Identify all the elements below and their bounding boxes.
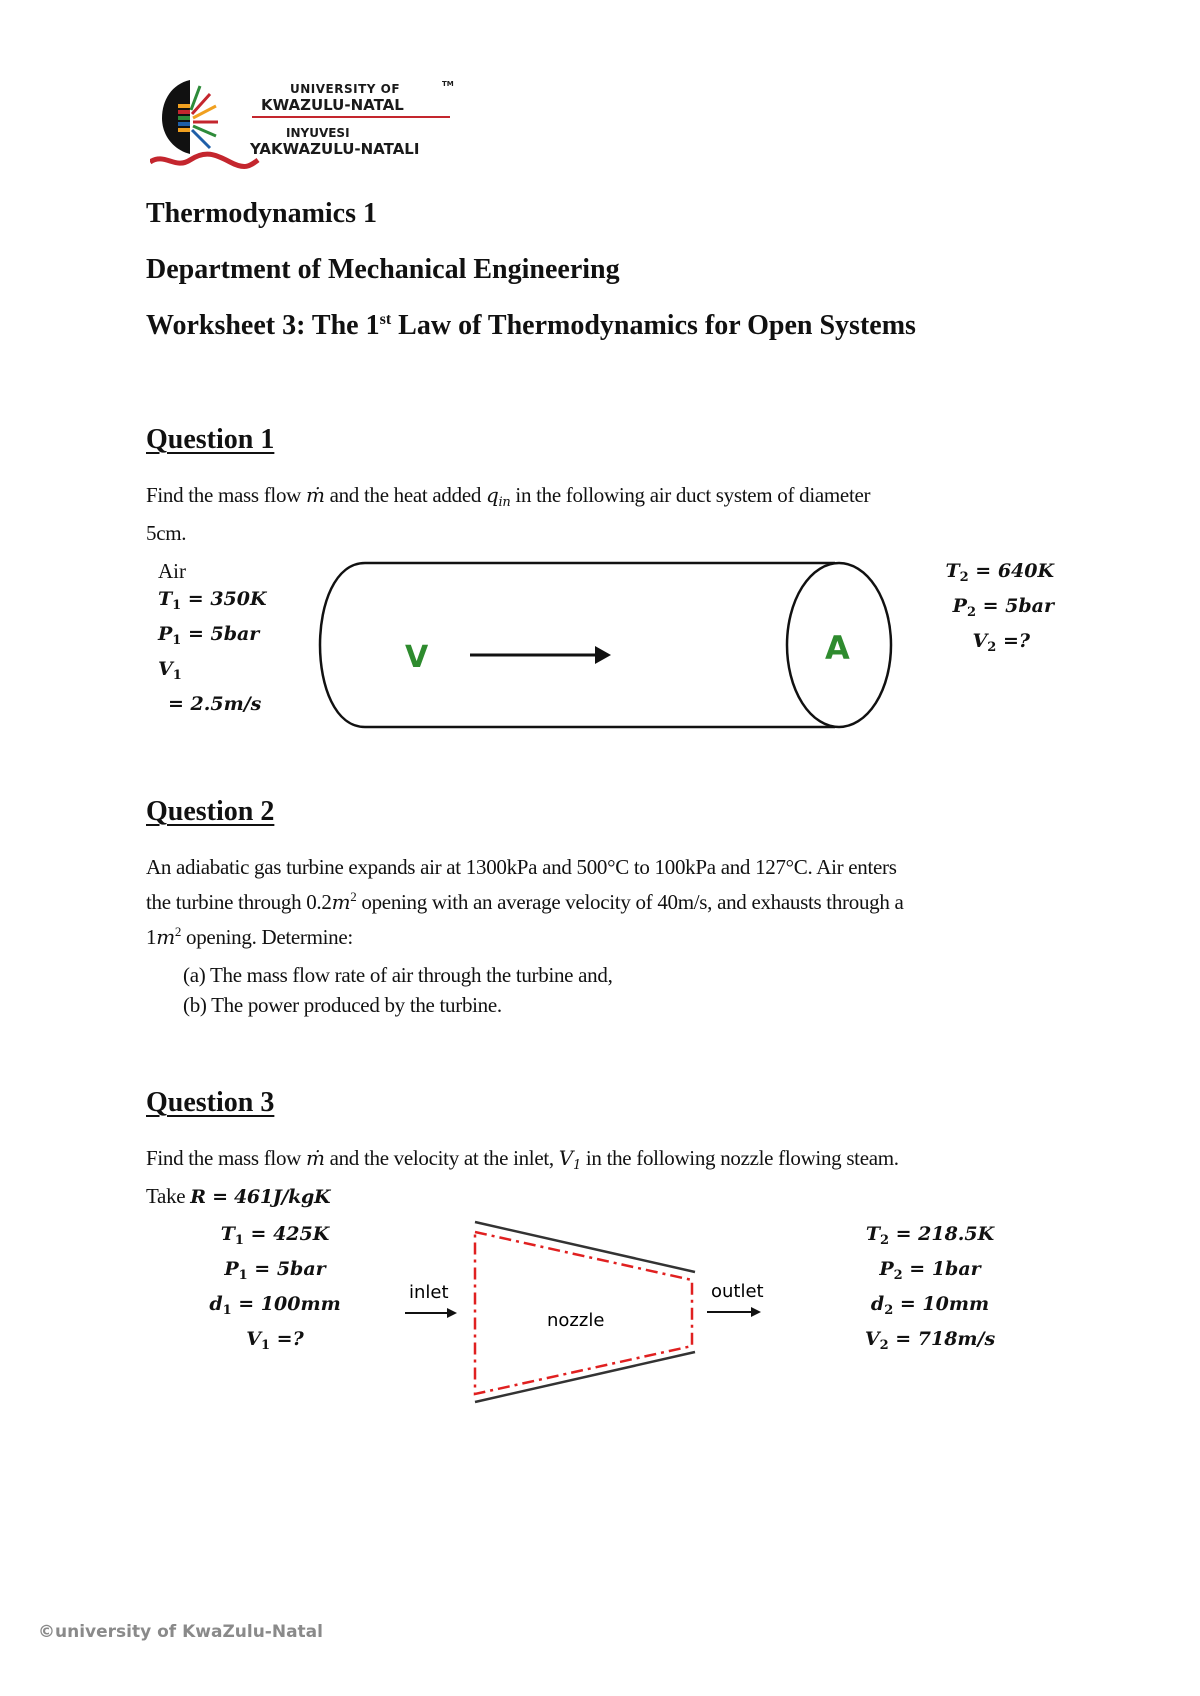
question-1-heading: Question 1 bbox=[146, 424, 275, 455]
logo-trademark: TM bbox=[442, 80, 454, 88]
q3-inlet-conditions bbox=[190, 1220, 360, 1360]
velocity-label: V bbox=[405, 640, 429, 675]
q1-inlet-conditions bbox=[158, 557, 267, 718]
q3-d2: $d_2 = 10mm$ bbox=[870, 1293, 990, 1318]
q1-outlet-conditions bbox=[945, 557, 1054, 662]
logo-line-1: UNIVERSITY OF bbox=[290, 82, 401, 96]
q1-v2: $V_2$ =? bbox=[972, 630, 1030, 655]
list-item: (a) The mass flow rate of air through the turbine and, bbox=[183, 963, 613, 987]
area-label: A bbox=[825, 629, 850, 667]
q3-t2: $T_2 = 218.5K$ bbox=[865, 1223, 995, 1248]
copyright-footer: ©university of KwaZulu-Natal bbox=[38, 1622, 323, 1642]
question-3-text: Find the mass flow ṁ and the velocity at the inlet, V1 in the following nozzle flowing steam. Take R = 461J/kgK bbox=[146, 1146, 899, 1208]
logo-line-2: KWAZULU-NATAL bbox=[261, 96, 404, 114]
q1-p2: $P_2 = 5bar$ bbox=[952, 595, 1054, 620]
q3-t1: $T_1 = 425K$ bbox=[220, 1223, 330, 1248]
q3-p1: $P_1 = 5bar$ bbox=[224, 1258, 326, 1283]
question-3-heading: Question 3 bbox=[146, 1087, 275, 1118]
q3-v2: $V_2 = 718m/s$ bbox=[864, 1328, 996, 1353]
department-title: Department of Mechanical Engineering bbox=[146, 254, 620, 285]
logo-line-4: YAKWAZULU-NATALI bbox=[250, 140, 420, 158]
logo-emblem-icon bbox=[150, 74, 260, 174]
q3-d1: $d_1 = 100mm$ bbox=[209, 1293, 341, 1318]
q1-v1-value: = 2.5m/s bbox=[168, 693, 262, 715]
air-duct-diagram bbox=[305, 555, 905, 735]
worksheet-title: Worksheet 3: The 1st Law of Thermodynamics for Open Systems bbox=[146, 310, 916, 341]
outlet-label: outlet bbox=[711, 1281, 764, 1302]
course-title: Thermodynamics 1 bbox=[146, 198, 377, 229]
question-1-text: Find the mass flow ṁ and the heat added qin in the following air duct system of diameter 5cm. bbox=[146, 483, 871, 545]
q1-t2: $T_2 = 640K$ bbox=[945, 560, 1054, 585]
list-item: (b) The power produced by the turbine. bbox=[183, 993, 502, 1017]
question-2-list bbox=[183, 960, 613, 1020]
q3-outlet-conditions bbox=[840, 1220, 1020, 1360]
q1-p1: $P_1 = 5bar$ bbox=[158, 623, 260, 648]
question-2-heading: Question 2 bbox=[146, 796, 275, 827]
logo-line-3: INYUVESI bbox=[286, 126, 350, 140]
nozzle-label: nozzle bbox=[547, 1310, 605, 1331]
q3-v1: $V_1$ =? bbox=[246, 1328, 304, 1353]
inlet-label: inlet bbox=[409, 1282, 449, 1303]
university-logo bbox=[150, 74, 470, 174]
q3-p2: $P_2 = 1bar$ bbox=[879, 1258, 981, 1283]
logo-divider bbox=[252, 116, 450, 118]
q1-t1: $T_1 = 350K$ bbox=[158, 588, 267, 613]
q1-v1: $V_1$ bbox=[158, 658, 182, 683]
nozzle-diagram bbox=[395, 1210, 775, 1410]
air-label: Air bbox=[158, 559, 186, 583]
question-2-text: An adiabatic gas turbine expands air at 1300kPa and 500°C to 100kPa and 127°C. Air enters the turbine through $0.2m^2$ opening with an average velocity of 40m/s, and exhausts through a $1m^2$ opening. Determine: bbox=[146, 855, 904, 949]
